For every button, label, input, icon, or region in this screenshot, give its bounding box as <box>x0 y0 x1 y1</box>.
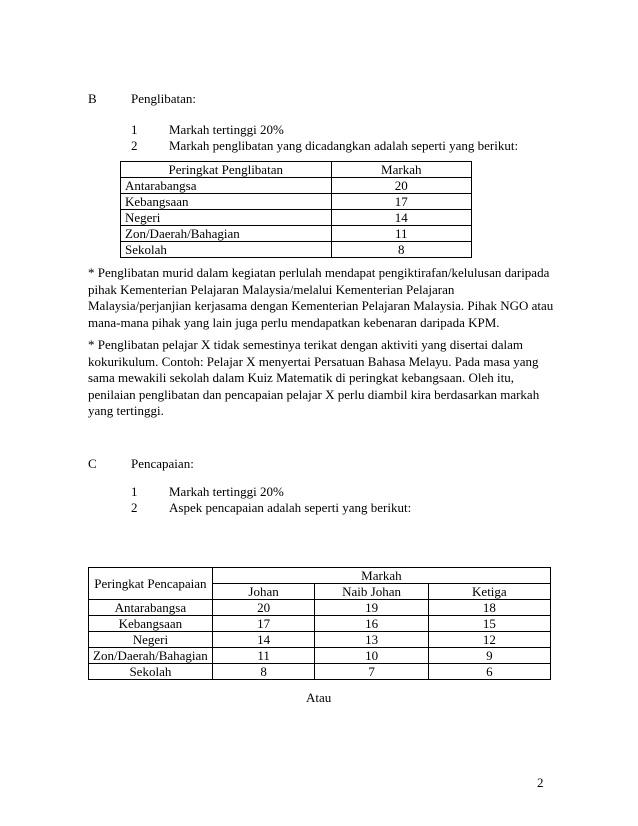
mark-cell: 6 <box>428 664 550 680</box>
level-cell: Negeri <box>121 210 332 226</box>
section-c-item-1-num: 1 <box>131 484 138 499</box>
johan-header: Johan <box>212 584 315 600</box>
section-b-letter: B <box>88 91 97 106</box>
mark-cell: 18 <box>428 600 550 616</box>
table-row <box>89 648 551 664</box>
section-c-item-1-text: Markah tertinggi 20% <box>169 484 284 499</box>
level-cell: Antarabangsa <box>89 600 213 616</box>
level-cell: Zon/Daerah/Bahagian <box>89 648 213 664</box>
mark-header: Markah <box>331 162 472 178</box>
table-header-row <box>89 568 551 584</box>
mark-cell: 11 <box>212 648 315 664</box>
table-row <box>89 616 551 632</box>
table-row <box>89 664 551 680</box>
section-b-heading: Penglibatan: <box>131 91 196 106</box>
mark-cell: 17 <box>212 616 315 632</box>
mark-cell: 17 <box>331 194 472 210</box>
mark-cell: 12 <box>428 632 550 648</box>
mark-cell: 13 <box>315 632 428 648</box>
mark-cell: 7 <box>315 664 428 680</box>
mark-header: Markah <box>212 568 550 584</box>
table-row <box>121 226 472 242</box>
table-row <box>121 210 472 226</box>
naib-johan-header: Naib Johan <box>315 584 428 600</box>
level-header: Peringkat Pencapaian <box>89 568 213 600</box>
section-b-item-1-num: 1 <box>131 122 138 137</box>
mark-cell: 16 <box>315 616 428 632</box>
ketiga-header: Ketiga <box>428 584 550 600</box>
mark-cell: 9 <box>428 648 550 664</box>
mark-cell: 10 <box>315 648 428 664</box>
mark-cell: 20 <box>331 178 472 194</box>
table-row <box>121 242 472 258</box>
level-cell: Kebangsaan <box>121 194 332 210</box>
mark-cell: 8 <box>212 664 315 680</box>
mark-cell: 20 <box>212 600 315 616</box>
mark-cell: 14 <box>212 632 315 648</box>
section-c-letter: C <box>88 456 97 471</box>
mark-cell: 19 <box>315 600 428 616</box>
penglibatan-note-1: * Penglibatan murid dalam kegiatan perlulah mendapat pengiktirafan/kelulusan daripada pihak Kementerian Pelajaran Malaysia/melalui Kementerian Pelajaran Malaysia/perjanjian kerjasama dengan Kementerian Pelajaran Malaysia. Pihak NGO atau mana-mana pihak yang lain juga perlu mendapatkan kebenaran daripada KPM. <box>88 265 554 330</box>
penglibatan-note-2: * Penglibatan pelajar X tidak semestinya terikat dengan aktiviti yang disertai dalam kokurikulum. Contoh: Pelajar X menyertai Persatuan Bahasa Melayu. Pada masa yang sama mewakili sekolah dalam Kuiz Matematik di peringkat kebangsaan. Oleh itu, penilaian penglibatan dan pencapaian pelajar X perlu diambil kira berdasarkan markah yang tertinggi. <box>88 337 540 418</box>
mark-cell: 14 <box>331 210 472 226</box>
mark-cell: 8 <box>331 242 472 258</box>
table-header-row <box>121 162 472 178</box>
mark-cell: 11 <box>331 226 472 242</box>
page-number: 2 <box>537 775 544 790</box>
section-c-item-2-num: 2 <box>131 500 138 515</box>
table-row <box>89 632 551 648</box>
section-b-item-1-text: Markah tertinggi 20% <box>169 122 284 137</box>
section-c-item-2-text: Aspek pencapaian adalah seperti yang berikut: <box>169 500 412 515</box>
mark-cell: 15 <box>428 616 550 632</box>
table-row <box>89 600 551 616</box>
pencapaian-table <box>88 567 551 680</box>
table-row <box>121 194 472 210</box>
section-b-item-2-num: 2 <box>131 138 138 153</box>
section-b-item-2-text: Markah penglibatan yang dicadangkan adalah seperti yang berikut: <box>169 138 519 153</box>
level-cell: Zon/Daerah/Bahagian <box>121 226 332 242</box>
level-cell: Negeri <box>89 632 213 648</box>
table-row <box>121 178 472 194</box>
atau-text: Atau <box>306 690 332 705</box>
level-cell: Sekolah <box>121 242 332 258</box>
section-c-heading: Pencapaian: <box>131 456 194 471</box>
level-header: Peringkat Penglibatan <box>121 162 332 178</box>
level-cell: Kebangsaan <box>89 616 213 632</box>
level-cell: Sekolah <box>89 664 213 680</box>
level-cell: Antarabangsa <box>121 178 332 194</box>
penglibatan-table <box>120 161 472 258</box>
